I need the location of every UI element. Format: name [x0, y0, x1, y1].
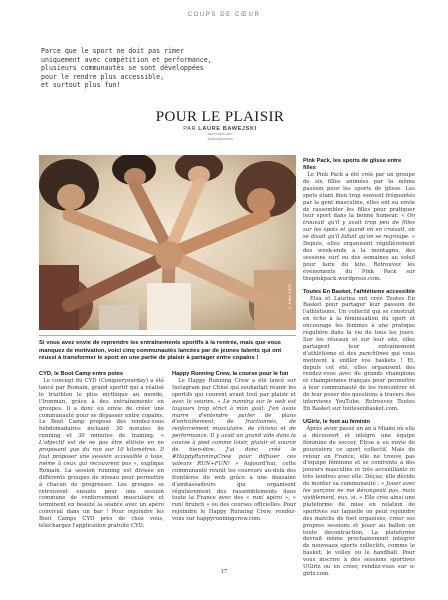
section-toutes-en-basket [303, 289, 415, 413]
title-block [120, 109, 320, 141]
section-header: COUPS DE CŒUR [187, 12, 261, 18]
section-cyd [39, 371, 164, 530]
intro-line: Parce que le sport ne doit pas rimer [41, 47, 184, 55]
author-name: LAURE BAWEJSKI [198, 126, 257, 132]
section-heading: Happy Running Crew, la course pour le fun [172, 371, 289, 377]
right-column [303, 158, 415, 584]
section-body: Le concept du CYD (Conqueryourday) a été lancé par Romain, grand sportif qui a réalisé le triathlon le plus mythique au monde, l'Ironman, grâce à des entraînements en groupes. Il a donc eu envie de créer une communauté pour se dépasser entre copains. Le Boot Camp propose des rendez-vous hebdomadaires incluant 30 minutes de running et 30 minutes de training. « L'objectif est de ne pas être élitiste en ne proposant que du run sur 10 kilomètres. Il faut proposer une session accessible à tous, même à ceux qui recouvrent pas », explique Romain. La session running est divisée en différents groupes de niveau pour permettre à chacun de progresser. Les groupes se retrouvent ensuite pour une session commune de renforcement musculaire et terminent en beauté la séance avec un apéro convivial dans un bar ! Pour rejoindre les Boot Camps CYD près de chez vous, téléchargez l'application gratuite CYD. [39, 378, 164, 530]
section-heading: CYD, le Boot Camp entre potes [39, 371, 124, 377]
intro-text [41, 47, 251, 90]
intro-line: plusieurs communautés se sont développées [41, 64, 204, 73]
photo-caption: Si vous avez envie de reprendre les entraînements sportifs à la rentrée, mais que vous manquez de motivation, voici cinq communautés lancées par de jeunes talents qui ont réussi à transformer le sport en une partie de plaisir à partager entre copains ! [39, 335, 296, 363]
byline-prefix: PAR [183, 126, 197, 132]
hero-photo [39, 155, 296, 330]
page-number: 17 [220, 568, 228, 575]
section-heading: Pink Pack, les sports de glisse entre filles [303, 158, 402, 171]
photo-credit: © PINK PACK [288, 283, 292, 310]
section-ugirlz [303, 419, 415, 578]
author-website: lauremaria.com [207, 132, 233, 136]
author-handle: @laurejanmaria [207, 136, 233, 141]
section-heading: UGirlz, le foot au féminin [303, 418, 370, 425]
section-body: Le Pink Pack a été créé par un groupe de six filles animées par la même passion pour les sports de glisse. Les spots étant bien trop souvent fréquentés par la gent masculine, elles ont eu envie de rassembler les filles pour pratiquer leur sport dans la bonne humeur. « On trouvait qu'il y avait trop peu de filles sur les spots et quand on en croisait, on se disait qu'il fallait qu'on se regroupe. » Depuis, elles organisent régulièrement des week-ends à la montagne, des sessions surf ou des semaines au soleil pour faire du kite. Retrouvez les événements du Pink Pack sur thepinkpack.wordpress.com. [303, 172, 416, 282]
section-body: Elsa et Laurina ont créé Toutes En Basket pour partager leur passion de l'athlétisme. Un collectif qui se construit en écho à la féminisation du sport et encourage les femmes à une pratique régulière dans la vie de tous les jours. Sur les réseaux et sur leur site, elles partagent leur entraînement d'athlétisme et des punchlines qui vous motivent à enfiler vos baskets ! Et, depuis cet été, elles organisent des rendez-vous avec de grands champions et championnes français pour permettre à leur communauté de les rencontrer et de leur poser des questions à travers des interviews YouTube. Retrouvez Toutes En Basket sur toutesenbasket.com. [303, 295, 415, 412]
section-happy-running-crew [172, 371, 296, 523]
section-body: Le Happy Running Crew a été lancé sur Instagram par Chloé qui souhaitait réunir les sportifs qui courent avant tout par plaisir et avec le sourire. « Le running sur le web est toujours trop strict à mon goût. J'en avais marre d'entendre parler de plans d'entraînement, de fractionnés, de renforcement musculaire, de chrono et de performance. Il y avait un grand vide dans la course à pied comme loisir, plaisir et source de bien-être. J'ai donc créé le #HappyRunningCrew pour diffuser ces valeurs RUN+FUN! » Aujourd'hui, cette communauté réunit les coureurs au-delà des frontières du web grâce à une douzaine d'ambassadeurs qui organisent régulièrement des rassemblements dans toute la France avec des « run/ apéro », « run/ brunch » ou des courses officielles. Pour rejoindre le Happy Running Crew, rendez-vous sur happyrunningcrew.com. [172, 378, 296, 523]
section-body: Après avoir passé un an à Miami où elle a découvert et intégré une équipe féminine de soccer, Elyse a eu envie de poursuivre ce sport collectif. Mais de retour en France, elle ne trouve pas d'équipe féminine et se confronte à des joueurs masculins ni très accueillants ni très tendres avec elle. Déçue, elle décide de monter sa communauté : « Jouer avec les garçons ne me dérangeait pas, mais visiblement, eux, si. » Elle crée ainsi une plateforme de mise en relation de sportives sur laquelle on peut rejoindre des matchs de foot organisés, créer ses propres sessions et jouer au ballon en toute décontraction. La plateforme devrait même prochainement intégrer de nouveaux sports collectifs, comme le basket, le volley ou le handball. Pour vous inscrire à des sessions sportives UGirlz ou en créer, rendez-vous sur u-girlz.com. [303, 425, 415, 577]
hands-together-illustration [39, 155, 296, 330]
bottom-left-column [39, 371, 164, 536]
bottom-middle-column [172, 371, 296, 529]
intro-line: uniquement avec compétition et performance, [41, 55, 212, 64]
intro-line: et surtout plus fun! [41, 81, 121, 90]
intro-line: pour le rendre plus accessible, [41, 72, 165, 81]
section-heading: Toutes En Basket, l'athlétisme accessible [303, 288, 415, 295]
section-pink-pack [303, 158, 415, 283]
article-title: POUR LE PLAISIR [155, 109, 285, 125]
